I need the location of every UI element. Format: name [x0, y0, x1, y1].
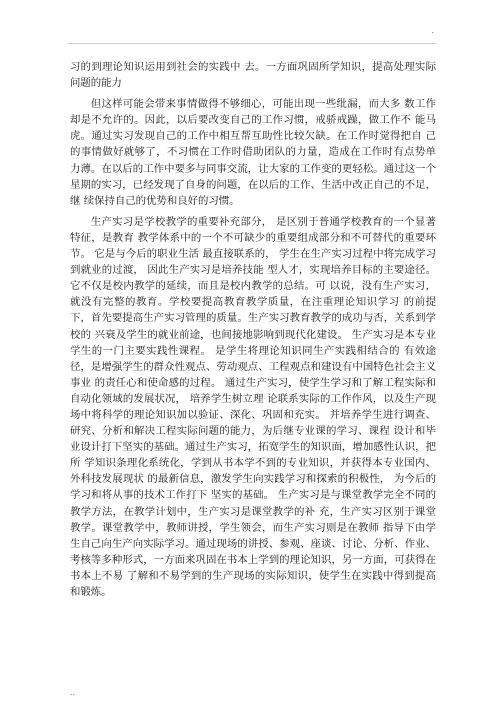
footer-mark: .. [70, 688, 76, 697]
body-text [70, 59, 436, 605]
paragraph-work-habits: 但这样可能会带来事情做得不够细心，可能出现一些纰漏，而大多 数工作却是不允许的。因此，以后要改变自己的工作习惯，戒骄戒躁，做工作不 能马虎。通过实习发现自己的工作中相互帮互助性比较欠缺。在工作时觉得把自 己的事情做好就够了，不习惯在工作时借助团队的力量，造成在工作时有点势单 力薄。在以后的工作中要多与同事交流，让大家的工作变的更轻松。通过这一个 星期的实习，已经发现了自身的问题，在以后的工作、生活中改正自己的不足，继 续保持自己的优势和良好的习惯。 [70, 98, 436, 207]
paragraph-continuation: 习的到理论知识运用到社会的实践中 去。一方面巩固所学知识，提高处理实际问题的能力 [70, 61, 436, 90]
header-rule [68, 43, 436, 44]
header-mark: . [431, 26, 434, 35]
paragraph-production-internship: 生产实习是学校教学的重要补充部分， 是区别于普通学校教育的一个显著特征，是教育 教学体系中的一个不可缺少的重要组成部分和不可替代的重要环节。 它是与今后的职业生活 最直接联系的， 学生在生产实习过程中将完成学习到就业的过渡， 因此生产实习是培养技能 型人才，实现培养目标的主要途径。它不仅是校内教学的延续，而且是校内教学的总结。可 以说，没有生产实习，就没有完整的教育。学校要提高教育教学质量，在注重理论知识学习 的前提下，首先要提高生产实习管理的质量。生产实习教育教学的成功与否，关系到学校的 兴衰及学生的就业前途，也间接地影响到现代化建设。 生产实习是本专业学生的一门主要实践性课程。 是学生将理论知识同生产实践相结合的 有效途径，是增强学生的群众性观点、劳动观点、工程观点和建设有中国特色社会主义事业 的责任心和使命感的过程。 通过生产实习，使学生学习和了解工程实际和自动化领域的发展状况， 培养学生树立理 论联系实际的工作作风，以及生产现场中将科学的理论知识加以验证、深化、巩固和充实。 并培养学生进行调查、研究、分析和解决工程实际问题的能力，为后继专业课的学习、课程 设计和毕业设计打下坚实的基础。通过生产实习，拓宽学生的知识面，增加感性认识，把所 学知识条理化系统化，学到从书本学不到的专业知识，并获得本专业国内、外科技发展现状 的最新信息，激发学生向实践学习和探索的积极性， 为今后的学习和将从事的技术工作打下 坚实的基础。 生产实习是与课堂教学完全不同的教学方法，在教学计划中，生产实习是课堂教学的补 充，生产实习区别于课堂教学。课堂教学中，教师讲授，学生领会，而生产实习则是在教师 指导下由学生自己向生产向实际学习。通过现场的讲授、参观、座谈、讨论、分析、作业、 考核等多种形式，一方面来巩固在书本上学到的理论知识，另一方面，可获得在书本上不易 了解和不易学到的生产现场的实际知识，使学生在实践中得到提高和锻炼。 [70, 215, 436, 598]
